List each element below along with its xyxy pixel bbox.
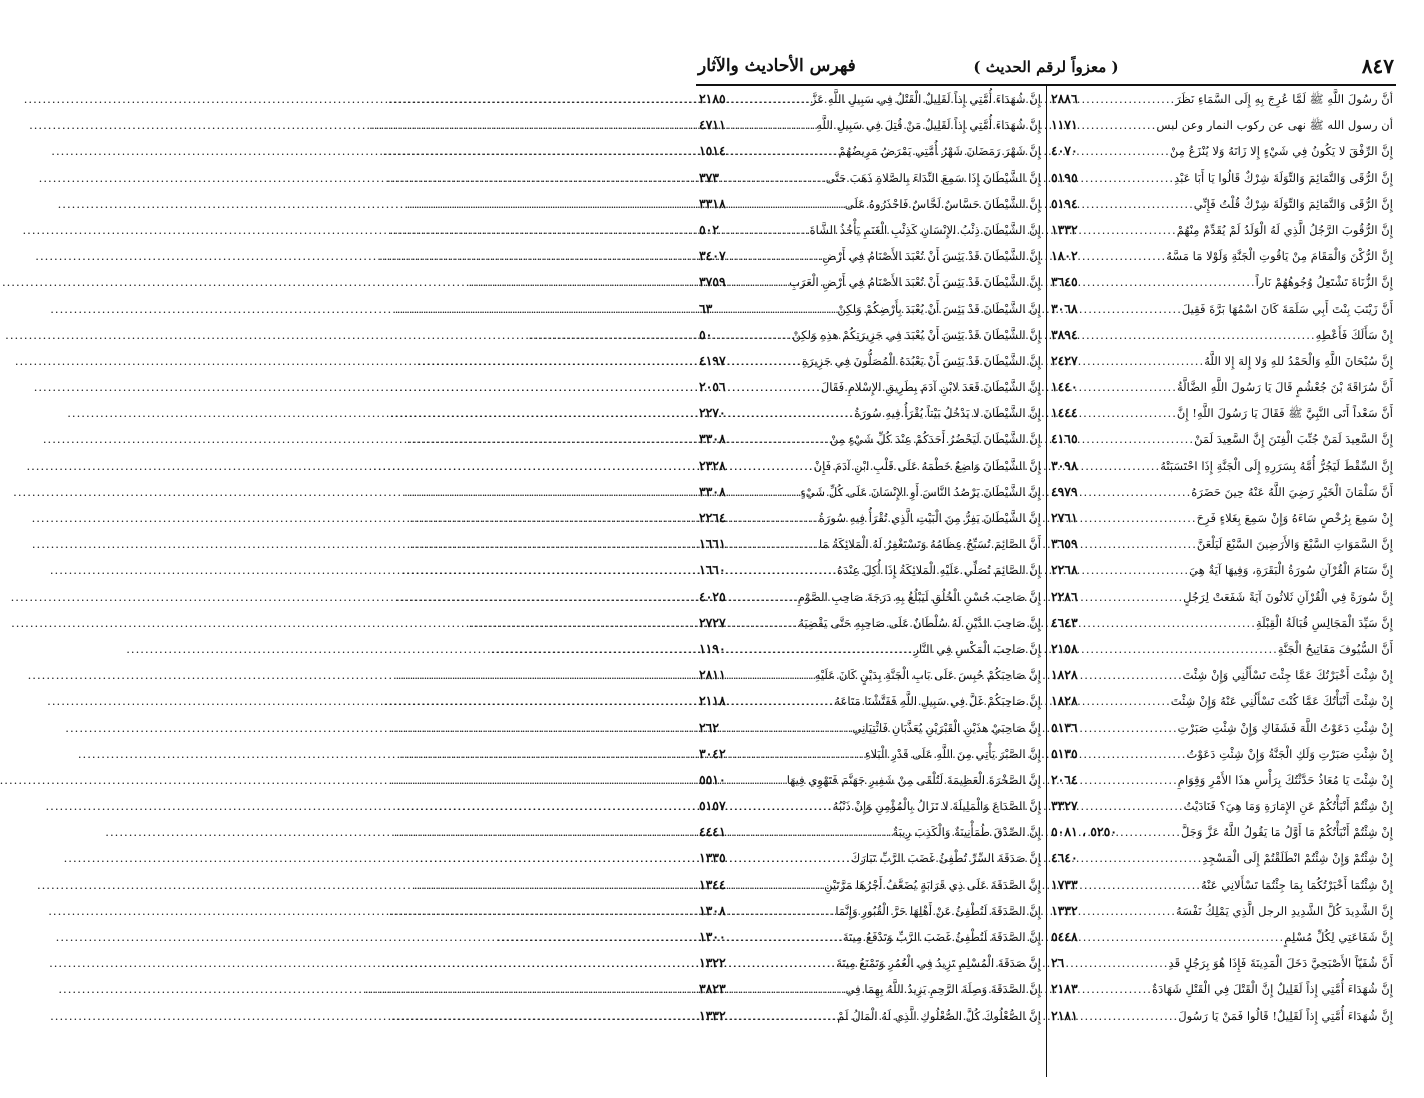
index-entry — [1048, 872, 1396, 898]
hadith-number: ٢٤٢٧ — [1051, 352, 1078, 368]
entry-text: أَنَّ السُّيُوفَ مَفَاتِيحُ الْجَنَّةِ — [1277, 641, 1393, 656]
entry-text: إِنَّ سُورَةً فِي الْقُرْآنِ ثَلاثُونَ آيَةً شَفَعَتْ لِرَجُلٍ — [1183, 589, 1393, 604]
hadith-number: ٥٠ — [699, 326, 713, 342]
entry-text: إِنَّ سُبْحَانَ اللَّهِ وَالْحَمْدُ للهِ وَلا إِلهَ إِلا اللَّهُ — [1204, 353, 1393, 368]
index-entry — [696, 636, 1044, 662]
hadith-number: ٥٠٢ — [699, 221, 719, 237]
index-entry — [1048, 819, 1396, 845]
right-column — [1048, 86, 1396, 1077]
hadith-number: ١٣٣٢ — [1051, 902, 1078, 918]
entry-text: إِنْ شِئْتُمَا أَخْبَرْتُكُمَا بِمَا جِئْتُمَا تَسْأَلانِي عَنْهُ — [1200, 877, 1393, 892]
index-entry — [696, 610, 1044, 636]
entry-text: إِنَّ صَدَقَةَ الْمُسْلِمِ تَزِيدُ فِي الْعُمُرِ وَتَمْنَعُ مِيتَةَ — [836, 956, 1041, 971]
hadith-number: ٣٦٥٩ — [1051, 536, 1078, 552]
hadith-number: ٢١٨٣ — [1051, 981, 1078, 997]
index-entry — [1048, 86, 1396, 112]
hadith-number: ٣٧٥٩ — [699, 274, 726, 290]
entry-text: إِنَّ سَيِّدَ الْمَجَالِسِ قُبَالَةُ الْقِبْلَةِ — [1255, 615, 1393, 630]
leader-dots — [1080, 243, 1167, 269]
hadith-number: ٥٢٥٠ ، ٥٠٨١ — [1051, 824, 1117, 840]
index-entry — [696, 505, 1044, 531]
leader-dots — [1080, 872, 1201, 898]
leader-dots — [721, 165, 826, 191]
index-entry — [696, 86, 1044, 112]
entry-text: إِنْ شِئْتِ دَعَوْتُ اللَّهَ فَشَفَاكِ وَإِنْ شِئْتِ صَبَرْتِ — [1177, 720, 1393, 735]
entry-text: أَنَّ شُفَيّاً الأَصْبَحِيَّ دَخَلَ الْمَدِينَةَ فَإِذَا هُوَ بِرَجُلٍ قَدِ — [1168, 956, 1393, 971]
hadith-number: ٥٤٤٨ — [1051, 929, 1078, 944]
leader-dots — [1080, 322, 1316, 348]
index-entry — [696, 872, 1044, 898]
hadith-number: ٣٨٩٤ — [1051, 326, 1078, 342]
hadith-number: ٢٦٢ — [699, 719, 719, 735]
index-entry — [696, 322, 1044, 348]
leader-dots — [1080, 976, 1152, 1002]
hadith-number: ٢٢٦٨ — [1051, 562, 1078, 578]
index-entry — [696, 269, 1044, 295]
index-entry — [1048, 165, 1396, 191]
leader-dots — [1080, 217, 1177, 243]
hadith-number: ٤٠٧٠ — [1051, 143, 1078, 159]
entry-text: إِنَّ السَّعِيدَ لَمَنْ جُنِّبَ الْفِتَنَ إِنَّ السَّعِيدَ لَمَنْ — [1194, 432, 1393, 447]
leader-dots — [728, 557, 837, 583]
entry-text: إِنَّ الشَّيْطَانَ قَعَدَ لابْنِ آدَمَ بِطَرِيقِ الإِسْلامِ فَقَالَ — [820, 380, 1041, 395]
leader-dots — [1080, 505, 1197, 531]
leader-dots — [1080, 688, 1171, 714]
leader-dots — [714, 296, 837, 322]
index-entry — [1048, 400, 1396, 426]
leader-dots — [1080, 924, 1285, 950]
entry-text: إِنَّ الصَّدَقَةَ لَتُطْفِئُ غَضَبَ الرَّبِّ وَتَدْفَعُ مِيتَةَ — [842, 930, 1041, 944]
leader-dots — [1080, 741, 1187, 767]
entry-text: إِنَّ شُهَدَاءَ أُمَّتِي إِذاً لَقَلِيلٌ الْقَتْلُ فِي سَبِيلِ اللَّهِ عَزَّ — [810, 92, 1041, 106]
entry-text: إِنَّ الشَّيْطَانَ قَدْ يَئِسَ أَنْ يُعْبَدَ بِأَرْضِكُمْ وَلكِنْ — [837, 301, 1041, 316]
leader-dots — [1080, 531, 1197, 557]
leader-dots — [1080, 584, 1184, 610]
leader-dots — [1080, 112, 1157, 138]
leader-dots — [728, 374, 821, 400]
entry-text: إِنْ سَأَلَكَ فَأَعْطِهِ — [1315, 327, 1393, 342]
index-entry — [1048, 688, 1396, 714]
hadith-number: ٤١٦٥ — [1051, 431, 1078, 447]
entry-text: أَنَّ الصَّائِمَ تُسَبِّحُ عِظَامُهُ وَتَسْتَغْفِرُ لَهُ الْمَلائِكَةُ مَا — [819, 537, 1041, 552]
leader-dots — [728, 479, 801, 505]
entry-text: إِنَّ الصَّائِمَ تُصَلِّي عَلَيْهِ الْمَلائِكَةُ إِذَا أُكِلَ عِنْدَهُ — [837, 563, 1041, 578]
leader-dots — [728, 348, 802, 374]
leader-dots — [728, 584, 798, 610]
index-entry — [696, 138, 1044, 164]
hadith-number: ٤٦٤٣ — [1051, 614, 1078, 630]
hadith-number: ٥١٣٥ — [1051, 745, 1078, 761]
hadith-number: ٣٣٠٨ — [699, 431, 726, 447]
index-entry — [696, 296, 1044, 322]
index-entry — [1048, 845, 1396, 871]
leader-dots — [728, 400, 855, 426]
entry-text: إِنَّ شُهَدَاءَ أُمَّتِي إِذاً لَقَلِيلٌ! قَالُوا فَمَنْ يَا رَسُولَ — [1178, 1008, 1393, 1023]
index-entry — [696, 453, 1044, 479]
entry-text: إِنَّ الصُّعْلُوكَ كُلَّ الصُّعْلُوكِ الَّذِي لَهُ الْمَالُ لَمْ — [837, 1008, 1041, 1023]
leader-dots — [1080, 138, 1170, 164]
leader-dots — [728, 191, 845, 217]
hadith-number: ١٣٢٢ — [699, 955, 726, 971]
index-entry — [1048, 531, 1396, 557]
leader-dots — [1080, 479, 1192, 505]
entry-text: إِنَّ صَاحِبَ الدَّيْنِ لَهُ سُلْطَانٌ عَلَى صَاحِبِهِ حَتَّى يَقْضِيَهُ — [798, 615, 1041, 630]
index-entry — [696, 845, 1044, 871]
entry-text: إِنَّ الصَّبْرَ يَأْتِي مِنَ اللَّهِ عَلَى قَدْرِ الْبَلاءِ — [865, 746, 1041, 761]
leader-dots — [728, 819, 893, 845]
index-entry — [1048, 636, 1396, 662]
hadith-number: ١٣٣٢ — [1051, 221, 1078, 237]
hadith-number: ٣٤٠٧ — [699, 248, 726, 264]
entry-text: إِنَّ الزُّنَاةَ تَشْتَعِلُ وُجُوهُهُمْ نَاراً — [1255, 275, 1393, 290]
hadith-number: ٢١٨٥ — [699, 91, 726, 106]
leader-dots — [728, 531, 819, 557]
index-entry — [696, 662, 1044, 688]
index-entry — [696, 898, 1044, 924]
entry-text: إِنَّ الصَّخْرَةَ الْعَظِيمَةَ لَتُلْقَى مِنْ شَفِيرِ جَهَنَّمَ فَتَهْوِي فِيهَا — [786, 772, 1041, 787]
entry-text: إِنَّ السَّمَوَاتِ السَّبْعَ وَالأَرَضِينَ السَّبْعَ لَيَلْعَنَّ — [1196, 537, 1393, 552]
hadith-number: ٥١٣٦ — [1051, 719, 1078, 735]
index-entry — [1048, 348, 1396, 374]
leader-dots — [728, 898, 836, 924]
leader-dots — [728, 1003, 838, 1029]
index-entry — [1048, 191, 1396, 217]
leader-dots — [728, 688, 835, 714]
entry-text: إِنَّ الرُّكْنَ وَالْمَقَامَ مِنْ يَاقُوتِ الْجَنَّةِ وَلَوْلا مَا مَسَّهُ — [1166, 249, 1393, 264]
index-entry — [696, 191, 1044, 217]
index-entry — [1048, 557, 1396, 583]
hadith-number: ٢٧٢٧ — [699, 614, 726, 630]
leader-dots — [728, 924, 843, 950]
hadith-number: ٤٠٢٥ — [699, 588, 726, 604]
index-entry — [1048, 793, 1396, 819]
leader-dots — [728, 662, 815, 688]
hadith-number: ٢١٥٨ — [1051, 640, 1078, 656]
index-entry — [1048, 767, 1396, 793]
entry-text: إِنَّ الشَّيْطَانَ يَفِرُّ مِنَ الْبَيْتِ الَّذِي تُقْرَأُ فِيهِ سُورَةُ — [818, 511, 1041, 525]
column-divider — [1046, 86, 1047, 1077]
index-entry — [696, 924, 1044, 950]
hadith-number: ١٤٤٤ — [1051, 405, 1078, 421]
hadith-number: ٢٢٧٠ — [699, 405, 726, 421]
entry-text: إِنَّ شَفَاعَتِي لِكُلِّ مُسْلِمٍ — [1284, 930, 1393, 944]
leader-dots — [1080, 86, 1176, 112]
hadith-number: ٢٠٦٤ — [1051, 771, 1078, 787]
index-entry — [696, 531, 1044, 557]
leader-dots — [714, 322, 792, 348]
index-entry — [1048, 479, 1396, 505]
hadith-number: ٥١٩٤ — [1051, 195, 1078, 211]
entry-text: إِنَّ الشَّيْطَانَ حَسَّاسٌ لَحَّاسٌ فَاحْذَرُوهُ عَلَى — [844, 196, 1041, 211]
index-entry — [1048, 322, 1396, 348]
entry-text: إِنْ شِئْتُمْ أَنْبَأْتُكُمْ مَا أَوَّلُ مَا يَقُولُ اللَّهُ عَزَّ وَجَلَّ — [1180, 825, 1393, 840]
index-entry — [696, 767, 1044, 793]
hadith-number: ١٧٣٣ — [1051, 876, 1078, 892]
index-entry — [696, 688, 1044, 714]
hadith-number: ٥٥١٠ — [699, 771, 726, 787]
leader-dots — [1080, 191, 1194, 217]
header-title: فهرس الأحاديث والآثار — [698, 56, 856, 76]
hadith-number: ٢١٨١ — [1051, 1007, 1078, 1023]
leader-dots — [1080, 636, 1278, 662]
header-subtitle: ( معزواً لرقم الحديث ) — [973, 58, 1119, 76]
entry-text: إِنَّ الشَّيْطَانَ لَيَحْضُرُ أَحَدَكُمْ عِنْدَ كُلِّ شَيْءٍ مِنْ — [829, 432, 1041, 447]
leader-dots — [728, 505, 819, 531]
leader-dots — [1080, 165, 1174, 191]
index-entry — [696, 976, 1044, 1002]
index-entry — [1048, 898, 1396, 924]
entry-text: إِنَّ شُهَدَاءَ أُمَّتِي إِذاً لَقَلِيلٌ مَنْ قُتِلَ فِي سَبِيلِ اللَّهِ — [816, 118, 1041, 133]
hadith-number: ١٣٠٠ — [699, 929, 726, 944]
left-column — [696, 86, 1044, 1077]
index-entry — [1048, 138, 1396, 164]
leader-dots — [1080, 898, 1176, 924]
leader-dots — [728, 610, 799, 636]
hadith-number: ٣٣١٨ — [699, 195, 726, 211]
index-entry — [696, 741, 1044, 767]
index-entry — [696, 950, 1044, 976]
entry-text: إِنْ شِئْتَ يَا مُعَاذُ حَدَّثْتُكَ بِرَأْسِ هذَا الأَمْرِ وَقِوَامِ — [1177, 772, 1393, 787]
entry-text: إِنْ شِئْتُمْ وَإِنْ شِئْتُمْ انْطَلَقْتُمْ إِلَى الْمَسْجِدِ — [1202, 851, 1393, 866]
leader-dots — [728, 269, 789, 295]
entry-text: إِنَّ صَدَقَةَ السِّرِّ تُطْفِئُ غَضَبَ الرَّبِّ تَبَارَكَ — [850, 851, 1041, 866]
index-entry — [1048, 715, 1396, 741]
index-entry — [696, 793, 1044, 819]
hadith-number: ٤١٩٧ — [699, 352, 726, 368]
hadith-number: ١٥١٤ — [699, 143, 726, 159]
leader-dots — [1080, 557, 1190, 583]
leader-dots — [1119, 819, 1181, 845]
index-entry — [1048, 976, 1396, 1002]
hadith-number: ٢٢٦٤ — [699, 510, 726, 525]
leader-dots — [1080, 767, 1178, 793]
hadith-number: ١٤٤٠ — [1051, 379, 1078, 395]
entry-text: إِنَّ شَهْرَ رَمَضَانَ شَهْرُ أُمَّتِي يَمْرَضُ مَرِيضُهُمْ — [838, 144, 1041, 159]
hadith-number: ٢٣٢٨ — [699, 457, 726, 473]
entry-text: إِنَّ الرِّفْقَ لا يَكُونُ فِي شَيْءٍ إِلا زَانَهُ وَلا يُنْزَعُ مِنْ — [1169, 144, 1393, 159]
hadith-number: ١٣٤٤ — [699, 876, 726, 892]
hadith-number: ١٦٦٠ — [699, 562, 726, 578]
index-entry — [1048, 584, 1396, 610]
index-entry — [1048, 269, 1396, 295]
index-entry — [1048, 453, 1396, 479]
index-entry — [1048, 741, 1396, 767]
leader-dots — [1080, 374, 1177, 400]
hadith-number: ٣٠٩٨ — [1051, 457, 1078, 473]
leader-dots — [1080, 400, 1177, 426]
index-entry — [1048, 374, 1396, 400]
hadith-number: ٢٦ — [1051, 955, 1065, 971]
index-entry — [1048, 243, 1396, 269]
entry-text: إِنَّ الرُّقُوبَ الرَّجُلُ الَّذِي لَهُ الْوَلَدُ لَمْ يُقَدِّمْ مِنْهُمْ — [1176, 222, 1393, 237]
entry-text: إِنَّ صَاحِبَ الْمَكْسِ فِي النَّارِ — [913, 641, 1041, 656]
hadith-number: ١٨٠٢ — [1051, 248, 1078, 264]
leader-dots — [1080, 348, 1205, 374]
leader-dots — [728, 872, 824, 898]
hadith-number: ١١٩٠ — [699, 640, 726, 656]
hadith-number: ٣٠٤٢ — [699, 745, 726, 761]
entry-text: إِنْ شِئْتَ أَنْبَأْتُكَ عَمَّا كُنْتَ تَسْأَلُنِي عَنْهُ وَإِنْ شِئْتَ — [1170, 694, 1393, 709]
leader-dots — [1080, 1003, 1179, 1029]
index-entry — [696, 243, 1044, 269]
entry-text: إِنْ شِئْتَ أَخْبَرْتُكَ عَمَّا جِئْتَ تَسْأَلُنِي وَإِنْ شِئْتَ — [1182, 668, 1393, 683]
index-entry — [696, 374, 1044, 400]
hadith-number: ٢٢٨٦ — [1051, 588, 1078, 604]
hadith-number: ١٣٠٨ — [699, 902, 726, 918]
leader-dots — [728, 636, 914, 662]
hadith-number: ٣٨٢٣ — [699, 981, 726, 997]
hadith-number: ٤٦٤٠ — [1051, 850, 1078, 866]
index-entry — [1048, 112, 1396, 138]
hadith-number: ٣٣٠٨ — [699, 483, 726, 499]
page-number: ٨٤٧ — [1361, 54, 1394, 78]
entry-text: إِنَّ الشَّيْطَانَ ذِئْبُ الإِنْسَانِ كَذِئْبِ الْغَنَمِ يَأْخُذُ الشَّاةَ — [809, 222, 1041, 237]
hadith-number: ٣٠٦٨ — [1051, 300, 1078, 316]
entry-text: إِنَّ صَاحِبَكُمْ حُبِسَ عَلَى بَابِ الْجَنَّةِ بِدَيْنٍ كَانَ عَلَيْهِ — [814, 668, 1041, 683]
entry-text: إِنَّ الصِّدْقَ طُمَأْنِينَةٌ وَالْكَذِبَ رِيبَةٌ — [892, 825, 1041, 840]
entry-text: أَنَّ سُرَاقَةَ بْنَ جُعْشُمٍ قَالَ يَا رَسُولَ اللَّهِ الضَّالَّةُ — [1176, 380, 1393, 395]
entry-text: إِنَّ السِّقْطَ لَيَجُرُّ أُمَّهُ بِسَرَرِهِ إِلَى الْجَنَّةِ إِذَا احْتَسَبَتْهُ — [1160, 458, 1393, 473]
hadith-number: ١٣٣٥ — [699, 850, 726, 866]
index-entry — [696, 112, 1044, 138]
hadith-number: ٤٤٤١ — [699, 824, 726, 840]
hadith-number: ٥١٩٥ — [1051, 169, 1078, 185]
entry-text: أَنَّ سَعْداً أَتَى النَّبِيَّ ﷺ فَقَالَ يَا رَسُولَ اللَّهِ! إِنَّ — [1176, 406, 1393, 421]
hadith-number: ٤٩٧٩ — [1051, 483, 1078, 499]
entry-text: إِنَّ الشَّيْطَانَ قَدْ يَئِسَ أَنْ يُعْبَدَ فِي جَزِيرَتِكُمْ هذِهِ وَلكِنْ — [792, 327, 1041, 342]
leader-dots — [728, 138, 839, 164]
entry-text: إِنَّ الصَّدَاعَ وَالْمَلِيلَةَ لا تَزَالُ بِالْمُؤْمِنِ وَإِنْ ذَنْبُهُ — [832, 799, 1041, 814]
entry-text: أنَّ رسُولَ اللَّهِ ﷺ لَمَّا عُرِجَ بِهِ إِلَى السَّمَاءِ نَظَرَ — [1175, 92, 1393, 106]
hadith-number: ٣٣٢٧ — [1051, 798, 1078, 814]
index-entry — [696, 348, 1044, 374]
entry-text: إِنَّ الشَّيْطَانَ قَدْ يَئِسَ أَنْ تُعْبَدَ الأَصْنَامُ فِي أَرْضِ — [822, 249, 1041, 264]
entry-text: إِنَّ الرُّقَى وَالتَّمَائِمَ وَالتِّوَلَةَ شِرْكٌ قَالُوا يَا أَبَا عَبْدِ — [1174, 170, 1393, 185]
entry-text: إِنَّ سَنَامَ الْقُرْآنِ سُورَةُ الْبَقَرَةِ، وَفِيهَا آيَةٌ هِيَ — [1189, 563, 1393, 578]
page-header — [696, 52, 1396, 86]
leader-dots — [728, 741, 865, 767]
index-entry — [1048, 296, 1396, 322]
leader-dots — [728, 845, 851, 871]
entry-text: إِنَّ الشَّيْطَانَ قَدْ يَئِسَ أَنْ تُعْبَدَ الأَصْنَامُ فِي أَرْضِ الْعَرَبِ — [789, 275, 1041, 290]
leader-dots — [728, 793, 833, 819]
hadith-number: ١٨٢٨ — [1051, 667, 1078, 683]
leader-dots — [1080, 296, 1182, 322]
entry-text: إِنَّ الشَّدِيدَ كُلَّ الشَّدِيدِ الرجل الَّذِي يَمْلِكُ نَفْسَهُ — [1175, 903, 1393, 918]
entry-text: إِنَّ صَاحِبَيْ هذَيْنِ الْقَبْرَيْنِ يُعَذَّبَانِ فَائْتِيَانِي — [852, 720, 1041, 735]
leader-dots — [728, 976, 846, 1002]
hadith-number: ١٦٦١ — [699, 536, 726, 552]
hadith-number: ١١٧١ — [1051, 117, 1078, 133]
leader-dots — [1080, 610, 1256, 636]
leader-dots — [1066, 950, 1168, 976]
entry-text: إِنَّ الرُّقَى وَالتَّمَائِمَ وَالتِّوَلَةَ شِرْكٌ قُلْتُ فَإِنِّي — [1193, 196, 1393, 211]
hadith-number: ١٨٢٨ — [1051, 693, 1078, 709]
hadith-number: ٢٨٨٦ — [1051, 91, 1078, 106]
entry-text: إِنَّ الشَّيْطَانَ لا يَدْخُلُ بَيْتاً يُقْرَأُ فِيهِ سُورَةُ — [854, 406, 1041, 421]
entry-text: إِنْ سَمِعَ بِرُخْصٍ سَاءَهُ وَإِنْ سَمِعَ بِغَلاءٍ فَرِحَ — [1196, 511, 1393, 525]
index-entry — [1048, 950, 1396, 976]
leader-dots — [728, 453, 814, 479]
leader-dots — [1080, 845, 1203, 871]
hadith-number: ١٣٣٢ — [699, 1007, 726, 1023]
leader-dots — [728, 243, 823, 269]
leader-dots — [721, 715, 852, 741]
index-entry — [696, 557, 1044, 583]
index-entry — [696, 479, 1044, 505]
leader-dots — [1080, 269, 1256, 295]
leader-dots — [721, 217, 810, 243]
index-entry — [1048, 505, 1396, 531]
entry-text: أن رسول الله ﷺ نهى عن ركوب النمار وعن لبس — [1156, 118, 1393, 133]
hadith-number: ٢٠٥٦ — [699, 379, 726, 395]
entry-text: إِنَّ الشَّيْطَانَ قَدْ يَئِسَ أَنْ يَعْبُدَهُ الْمُصَلُّونَ فِي جَزِيرَةِ — [801, 353, 1041, 368]
entry-text: إِنَّ صَاحِبَ حُسْنِ الْخُلُقِ لَيَبْلُغُ بِهِ دَرَجَةَ صَاحِبِ الصَّوْمِ — [797, 589, 1041, 604]
leader-dots — [1080, 453, 1161, 479]
index-entry — [696, 715, 1044, 741]
index-entry — [1048, 217, 1396, 243]
leader-dots — [1080, 715, 1178, 741]
index-entry — [1048, 1003, 1396, 1029]
hadith-number: ٣٦٤٥ — [1051, 274, 1078, 290]
hadith-number: ٢١١٨ — [699, 693, 726, 709]
leader-dots — [728, 112, 817, 138]
index-entry — [696, 426, 1044, 452]
entry-text: أَنَّ زَيْنَبَ بِنْتَ أَبِي سَلَمَةَ كَانَ اسْمُهَا بَرَّةَ فَقِيلَ — [1181, 301, 1393, 316]
leader-dots — [1080, 662, 1183, 688]
index-entry — [1048, 662, 1396, 688]
hadith-number: ٥١٥٧ — [699, 798, 726, 814]
index-entry — [696, 819, 1044, 845]
hadith-number: ٦٣ — [699, 300, 713, 316]
index-entry — [696, 1003, 1044, 1029]
entry-text: إِنَّ الصَّدَقَةَ لَتُطْفِئُ عَنْ أَهْلِهَا حَرَّ الْقُبُورِ وَإِنَّمَا — [835, 903, 1041, 918]
index-entry — [696, 217, 1044, 243]
entry-text: إِنَّ الشَّيْطَانَ وَاضِعٌ خَطْمَهُ عَلَى قَلْبِ ابْنِ آدَمَ فَإِنْ — [813, 458, 1041, 473]
index-entry — [696, 400, 1044, 426]
index-entry — [696, 165, 1044, 191]
entry-text: إِنْ شِئْتُمْ أَنْبَأْتُكُمْ عَنِ الإِمَارَةِ وَمَا هِيَ؟ فَنَادَيْتُ — [1183, 799, 1393, 814]
hadith-number: ٣٧٣ — [699, 169, 719, 185]
entry-text: إِنَّ الصَّدَقَةَ عَلَى ذِي قَرَابَةٍ يُضَعَّفُ أَجْرُهَا مَرَّتَيْنِ — [824, 877, 1041, 892]
index-page — [696, 52, 1396, 1077]
leader-dots — [1080, 793, 1184, 819]
index-entry — [696, 584, 1044, 610]
entry-text: إِنَّ الصَّدَقَةَ وَصِلَةَ الرَّحِمِ يَزِيدُ اللَّهُ بِهِمَا فِي — [845, 982, 1041, 997]
entry-text: إِنَّ الشَّيْطَانَ يَرْصُدُ النَّاسَ أَوِ الإِنْسَانَ عَلَى كُلِّ شَيْءٍ — [800, 484, 1041, 499]
index-entry — [1048, 426, 1396, 452]
leader-dots — [728, 767, 787, 793]
index-entry — [1048, 924, 1396, 950]
hadith-number: ٤٧١١ — [699, 117, 726, 133]
hadith-number: ٢٧٦١ — [1051, 510, 1078, 525]
entry-text: أَنَّ سَلْمَانَ الْخَيْرِ رَضِيَ اللَّهُ عَنْهُ حِينَ حَضَرَهُ — [1191, 484, 1393, 499]
leader-dots — [728, 86, 811, 112]
leader-dots — [1080, 426, 1194, 452]
entry-text: إِنَّ شُهَدَاءَ أُمَّتِي إِذاً لَقَلِيلٌ إِنَّ الْقَتْلَ فِي الْقَتْلِ شَهَادَةٌ — [1152, 982, 1393, 997]
leader-dots — [728, 950, 837, 976]
hadith-number: ٢٨١١ — [699, 667, 726, 683]
entry-text: إِنَّ صَاحِبَكُمْ غَلَّ فِي سَبِيلِ اللَّهِ فَفَتَّشْنَا مَتَاعَهُ — [834, 694, 1041, 709]
index-entry — [1048, 610, 1396, 636]
entry-text: إِنَّ الشَّيْطَانَ إِذَا سَمِعَ النِّدَاءَ بِالصَّلاةِ ذَهَبَ حَتَّى — [825, 170, 1041, 185]
entry-text: إِنْ شِئْتِ صَبَرْتِ وَلَكِ الْجَنَّةُ وَإِنْ شِئْتِ دَعَوْتُ — [1186, 746, 1393, 761]
leader-dots — [728, 426, 830, 452]
